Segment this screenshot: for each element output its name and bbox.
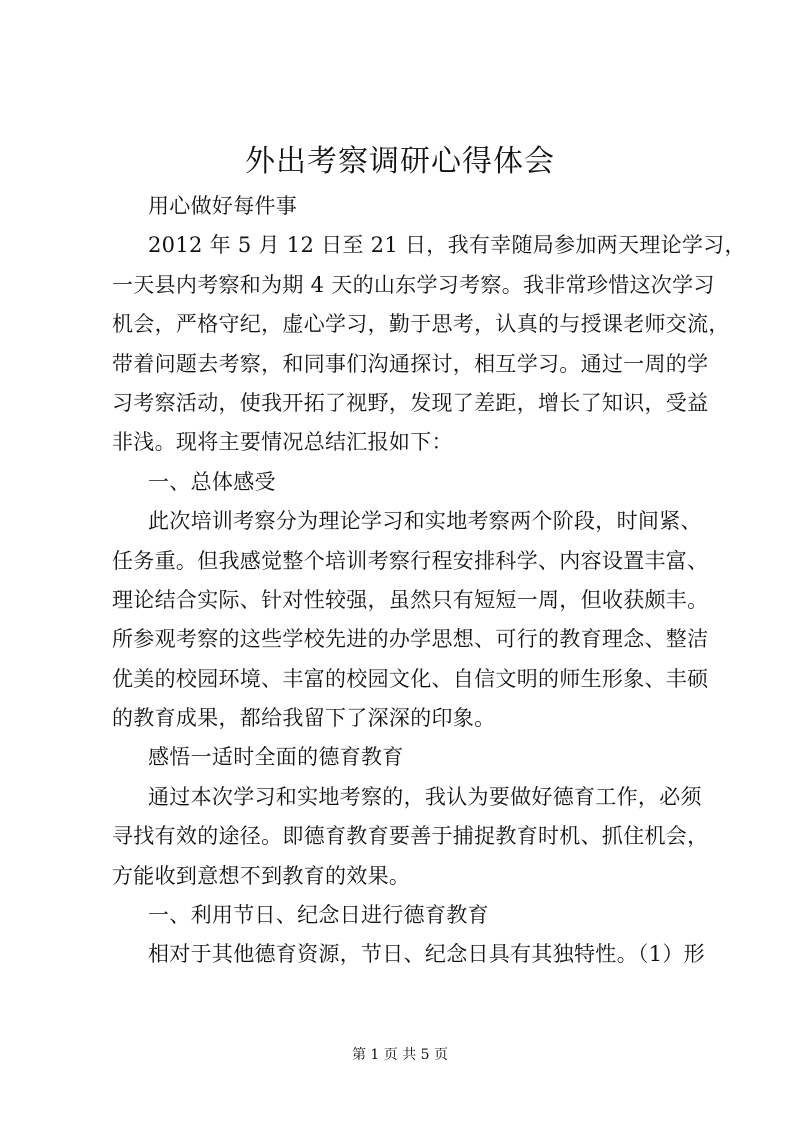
body-line: 相对于其他德育资源，节日、纪念日具有其独特性。（1）形	[148, 942, 705, 967]
page-footer: 第 1 页 共 5 页	[351, 1047, 449, 1063]
body-line: 理论结合实际、针对性较强，虽然只有短短一周，但收获颇丰。	[112, 587, 709, 612]
body-line: 任务重。但我感觉整个培训考察行程安排科学、内容设置丰富、	[112, 548, 709, 573]
body-line: 2012 年 5 月 12 日至 21 日，我有幸随局参加两天理论学习，	[148, 233, 746, 258]
body-line: 一天县内考察和为期 4 天的山东学习考察。我非常珍惜这次学习	[112, 272, 715, 297]
body-line: 用心做好每件事	[148, 194, 298, 218]
body-line: 寻找有效的途径。即德育教育要善于捕捉教育时机、抓住机会，	[112, 824, 709, 849]
body-line: 方能收到意想不到教育的效果。	[112, 863, 411, 888]
body-line: 习考察活动，使我开拓了视野，发现了差距，增长了知识，受益	[112, 390, 709, 415]
section-heading: 一、利用节日、纪念日进行德育教育	[148, 903, 489, 928]
body-line: 带着问题去考察，和同事们沟通探讨，相互学习。通过一周的学	[112, 351, 709, 376]
body-line: 此次培训考察分为理论学习和实地考察两个阶段，时间紧、	[148, 509, 702, 534]
body-line: 机会，严格守纪，虚心学习，勤于思考，认真的与授课老师交流，	[112, 312, 730, 337]
document-title: 外出考察调研心得体会	[245, 144, 555, 179]
body-line: 的教育成果，都给我留下了深深的印象。	[112, 706, 496, 731]
body-line: 通过本次学习和实地考察的，我认为要做好德育工作，必须	[148, 784, 702, 809]
body-line: 优美的校园环境、丰富的校园文化、自信文明的师生形象、丰硕	[112, 666, 709, 691]
body-line: 非浅。现将主要情况总结汇报如下：	[112, 430, 453, 455]
document-body	[112, 187, 746, 975]
section-heading: 感悟一适时全面的德育教育	[148, 745, 404, 770]
body-line: 所参观考察的这些学校先进的办学思想、可行的教育理念、整洁	[112, 627, 709, 652]
section-heading: 一、总体感受	[148, 469, 276, 494]
